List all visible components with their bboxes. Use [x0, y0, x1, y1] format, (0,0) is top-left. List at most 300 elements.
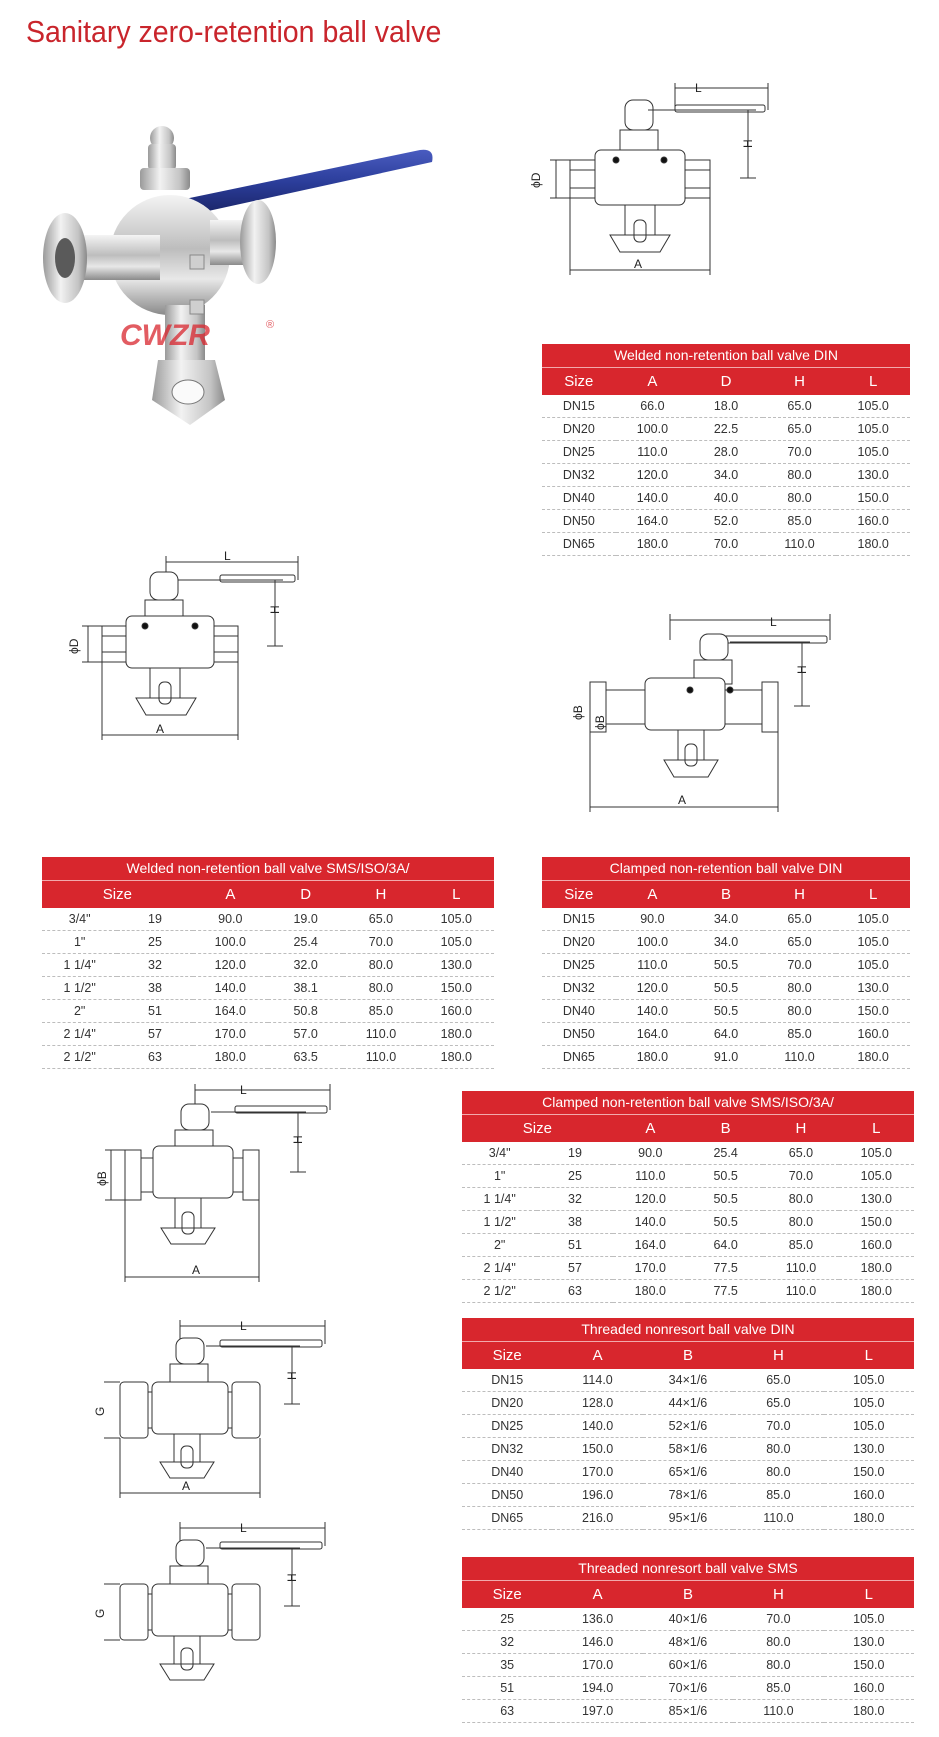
table-row: [462, 1257, 914, 1280]
cell: 63: [462, 1700, 552, 1723]
col-header: L: [836, 881, 910, 909]
cell: 18.0: [689, 395, 763, 418]
cell: DN50: [542, 1023, 616, 1046]
cell: 78×1/6: [643, 1484, 733, 1507]
cell: 80.0: [343, 977, 418, 1000]
cell: 90.0: [613, 1142, 688, 1165]
col-header: L: [839, 1115, 914, 1143]
table-row: [462, 1654, 914, 1677]
cell: 150.0: [824, 1654, 914, 1677]
cell: DN50: [462, 1484, 552, 1507]
table-row: [542, 954, 910, 977]
col-header: B: [643, 1581, 733, 1609]
page-title: Sanitary zero-retention ball valve: [26, 14, 442, 49]
table-row: [42, 1000, 494, 1023]
dim-label-L: L: [224, 549, 231, 563]
col-header: A: [616, 368, 690, 396]
cell: 170.0: [613, 1257, 688, 1280]
cell: 146.0: [552, 1631, 642, 1654]
cell: 65.0: [763, 1142, 838, 1165]
cell: DN65: [542, 1046, 616, 1069]
table-row: [462, 1415, 914, 1438]
cell: DN15: [542, 908, 616, 931]
cell: 170.0: [552, 1654, 642, 1677]
cell: 38: [537, 1211, 612, 1234]
table-caption: Clamped non-retention ball valve DIN: [542, 857, 910, 880]
cell: 40.0: [689, 487, 763, 510]
table-row: [42, 931, 494, 954]
cell: DN20: [542, 418, 616, 441]
cell: 50.5: [688, 1165, 763, 1188]
cell: 2 1/4": [462, 1257, 537, 1280]
col-header: D: [268, 881, 343, 909]
cell: 180.0: [824, 1507, 914, 1530]
col-header: D: [689, 368, 763, 396]
cell: 197.0: [552, 1700, 642, 1723]
cell: 180.0: [616, 1046, 690, 1069]
cell: 80.0: [763, 464, 837, 487]
table-row: [462, 1507, 914, 1530]
table-clamped-sms: [462, 1091, 914, 1303]
cell: 25: [117, 931, 192, 954]
cell: 136.0: [552, 1608, 642, 1631]
cell: 85.0: [763, 510, 837, 533]
cell: 57: [537, 1257, 612, 1280]
table-row: [542, 418, 910, 441]
cell: 52×1/6: [643, 1415, 733, 1438]
cell: 70.0: [689, 533, 763, 556]
cell: 70.0: [763, 441, 837, 464]
drawing-clamped-din-phi: [590, 690, 610, 750]
table-header-row: [542, 368, 910, 396]
table-welded-din: [542, 344, 910, 556]
cell: 150.0: [836, 1000, 910, 1023]
cell: 66.0: [616, 395, 690, 418]
table-threaded-din: [462, 1318, 914, 1530]
table-row: [462, 1211, 914, 1234]
table-row: [462, 1461, 914, 1484]
cell: 34.0: [689, 464, 763, 487]
dim-label-B: ϕB: [593, 715, 607, 730]
cell: 150.0: [824, 1461, 914, 1484]
cell: 65.0: [733, 1369, 823, 1392]
cell: 25.4: [688, 1142, 763, 1165]
cell: 34×1/6: [643, 1369, 733, 1392]
cell: 180.0: [419, 1046, 494, 1069]
ball-valve-photo: [40, 130, 490, 450]
cell: 32: [462, 1631, 552, 1654]
cell: 80.0: [763, 1188, 838, 1211]
col-header: Size: [542, 368, 616, 396]
cell: 110.0: [733, 1700, 823, 1723]
table-welded-sms: [42, 857, 494, 1069]
col-header: Size: [462, 1115, 613, 1143]
cell: 180.0: [839, 1280, 914, 1303]
cell: 130.0: [824, 1631, 914, 1654]
cell: 65.0: [343, 908, 418, 931]
cell: 180.0: [616, 533, 690, 556]
cell: 25.4: [268, 931, 343, 954]
cell: 105.0: [836, 441, 910, 464]
cell: 100.0: [193, 931, 268, 954]
cell: DN15: [462, 1369, 552, 1392]
cell: 150.0: [552, 1438, 642, 1461]
cell: 128.0: [552, 1392, 642, 1415]
dim-label-A: A: [634, 257, 643, 271]
table-row: [462, 1677, 914, 1700]
dim-label-B: ϕB: [95, 1171, 109, 1186]
cell: 2": [462, 1234, 537, 1257]
cell: 63: [537, 1280, 612, 1303]
col-header: A: [193, 881, 268, 909]
table-row: [462, 1484, 914, 1507]
col-header: B: [688, 1115, 763, 1143]
cell: 160.0: [824, 1677, 914, 1700]
table-row: [542, 441, 910, 464]
cell: 180.0: [836, 533, 910, 556]
cell: 105.0: [836, 931, 910, 954]
table-threaded-sms: [462, 1557, 914, 1723]
table-row: [542, 487, 910, 510]
cell: 120.0: [193, 954, 268, 977]
cell: 77.5: [688, 1280, 763, 1303]
cell: 91.0: [689, 1046, 763, 1069]
cell: 70.0: [733, 1608, 823, 1631]
cell: 2 1/2": [42, 1046, 117, 1069]
cell: 140.0: [193, 977, 268, 1000]
col-header: L: [836, 368, 910, 396]
cell: DN20: [462, 1392, 552, 1415]
col-header: A: [613, 1115, 688, 1143]
cell: 105.0: [839, 1142, 914, 1165]
cell: 130.0: [839, 1188, 914, 1211]
cell: 65×1/6: [643, 1461, 733, 1484]
cell: 180.0: [839, 1257, 914, 1280]
table-row: [462, 1234, 914, 1257]
col-header: H: [763, 1115, 838, 1143]
cell: 164.0: [616, 510, 690, 533]
cell: 120.0: [613, 1188, 688, 1211]
cell: 130.0: [824, 1438, 914, 1461]
table-row: [42, 954, 494, 977]
dim-label-L: L: [240, 1083, 247, 1097]
cell: 22.5: [689, 418, 763, 441]
cell: 110.0: [613, 1165, 688, 1188]
cell: 19: [117, 908, 192, 931]
cell: 19.0: [268, 908, 343, 931]
cell: 85×1/6: [643, 1700, 733, 1723]
dim-label-G: G: [93, 1406, 107, 1416]
cell: 105.0: [836, 418, 910, 441]
dim-label-H: H: [268, 605, 282, 614]
cell: 1 1/2": [42, 977, 117, 1000]
cell: DN65: [462, 1507, 552, 1530]
dim-label-H: H: [285, 1371, 299, 1380]
cell: 65.0: [733, 1392, 823, 1415]
drawing-welded-din: [530, 80, 860, 300]
table-row: [42, 1023, 494, 1046]
table-row: [462, 1392, 914, 1415]
col-header: L: [824, 1342, 914, 1370]
dim-label-L: L: [770, 615, 777, 629]
table-row: [462, 1142, 914, 1165]
cell: 48×1/6: [643, 1631, 733, 1654]
cell: 50.5: [688, 1188, 763, 1211]
cell: 105.0: [836, 395, 910, 418]
cell: 70.0: [763, 954, 837, 977]
cell: 32: [537, 1188, 612, 1211]
table-caption: Threaded nonresort ball valve SMS: [462, 1557, 914, 1580]
cell: 3/4": [42, 908, 117, 931]
dim-label-G: G: [93, 1608, 107, 1618]
cell: 110.0: [616, 441, 690, 464]
dim-label-B: ϕB: [571, 705, 585, 720]
cell: 35: [462, 1654, 552, 1677]
cell: 25: [462, 1608, 552, 1631]
table-row: [462, 1188, 914, 1211]
cell: DN50: [542, 510, 616, 533]
table-header-row: [42, 881, 494, 909]
cell: 160.0: [836, 510, 910, 533]
col-header: H: [733, 1342, 823, 1370]
table-row: [542, 510, 910, 533]
col-header: Size: [42, 881, 193, 909]
drawing-welded-sms: [67, 549, 340, 750]
cell: DN32: [542, 977, 616, 1000]
dim-label-H: H: [291, 1135, 305, 1144]
cell: 110.0: [763, 1280, 838, 1303]
cell: 194.0: [552, 1677, 642, 1700]
cell: 34.0: [689, 908, 763, 931]
cell: 105.0: [824, 1608, 914, 1631]
cell: 3/4": [462, 1142, 537, 1165]
cell: 130.0: [419, 954, 494, 977]
cell: 51: [537, 1234, 612, 1257]
cell: 80.0: [733, 1631, 823, 1654]
cell: DN32: [542, 464, 616, 487]
col-header: H: [343, 881, 418, 909]
col-header: Size: [542, 881, 616, 909]
table-caption: Threaded nonresort ball valve DIN: [462, 1318, 914, 1341]
cell: 170.0: [193, 1023, 268, 1046]
dim-label-L: L: [695, 81, 702, 95]
cell: 2 1/4": [42, 1023, 117, 1046]
dim-label-A: A: [156, 722, 165, 736]
cell: 140.0: [613, 1211, 688, 1234]
cell: 110.0: [763, 1257, 838, 1280]
col-header: H: [763, 368, 837, 396]
cell: 2": [42, 1000, 117, 1023]
cell: 150.0: [839, 1211, 914, 1234]
dim-label-D: ϕD: [67, 638, 81, 654]
cell: 64.0: [689, 1023, 763, 1046]
table-row: [462, 1438, 914, 1461]
cell: DN40: [462, 1461, 552, 1484]
brand-logo-mark: ®: [266, 319, 275, 331]
cell: 114.0: [552, 1369, 642, 1392]
cell: 110.0: [343, 1023, 418, 1046]
cell: 105.0: [419, 931, 494, 954]
cell: DN40: [542, 487, 616, 510]
cell: 60×1/6: [643, 1654, 733, 1677]
cell: 80.0: [733, 1461, 823, 1484]
table-row: [542, 931, 910, 954]
table-header-row: [542, 881, 910, 909]
cell: 105.0: [839, 1165, 914, 1188]
cell: 34.0: [689, 931, 763, 954]
cell: 50.5: [688, 1211, 763, 1234]
cell: 105.0: [836, 908, 910, 931]
table-clamped-din: [542, 857, 910, 1069]
table-row: [42, 1046, 494, 1069]
table-caption: Welded non-retention ball valve SMS/ISO/3A/: [42, 857, 494, 880]
cell: 140.0: [616, 487, 690, 510]
cell: 180.0: [193, 1046, 268, 1069]
cell: DN25: [462, 1415, 552, 1438]
col-header: B: [689, 881, 763, 909]
col-header: A: [616, 881, 690, 909]
table-row: [542, 533, 910, 556]
cell: 80.0: [763, 1211, 838, 1234]
cell: 57.0: [268, 1023, 343, 1046]
cell: 1": [462, 1165, 537, 1188]
cell: 110.0: [343, 1046, 418, 1069]
cell: 28.0: [689, 441, 763, 464]
cell: 160.0: [836, 1023, 910, 1046]
cell: DN20: [542, 931, 616, 954]
cell: 180.0: [613, 1280, 688, 1303]
cell: 110.0: [763, 533, 837, 556]
col-header: L: [824, 1581, 914, 1609]
cell: 105.0: [824, 1392, 914, 1415]
table-row: [462, 1631, 914, 1654]
col-header: A: [552, 1581, 642, 1609]
drawing-clamped-sms: [95, 1082, 345, 1292]
cell: 140.0: [552, 1415, 642, 1438]
cell: DN40: [542, 1000, 616, 1023]
cell: DN32: [462, 1438, 552, 1461]
cell: 150.0: [419, 977, 494, 1000]
cell: 164.0: [193, 1000, 268, 1023]
cell: 105.0: [824, 1369, 914, 1392]
cell: 110.0: [616, 954, 690, 977]
cell: 19: [537, 1142, 612, 1165]
col-header: Size: [462, 1581, 552, 1609]
drawing-threaded-sms: [93, 1520, 340, 1720]
table-row: [542, 1000, 910, 1023]
cell: 2 1/2": [462, 1280, 537, 1303]
dim-label-H: H: [741, 139, 755, 148]
cell: 38.1: [268, 977, 343, 1000]
cell: 70.0: [763, 1165, 838, 1188]
table-header-row: [462, 1115, 914, 1143]
cell: 95×1/6: [643, 1507, 733, 1530]
table-row: [542, 464, 910, 487]
cell: 120.0: [616, 464, 690, 487]
table-row: [542, 1023, 910, 1046]
cell: 180.0: [419, 1023, 494, 1046]
table-row: [462, 1369, 914, 1392]
cell: 110.0: [763, 1046, 837, 1069]
cell: 160.0: [824, 1484, 914, 1507]
cell: 70×1/6: [643, 1677, 733, 1700]
cell: 90.0: [193, 908, 268, 931]
cell: 100.0: [616, 931, 690, 954]
col-header: L: [419, 881, 494, 909]
table-row: [542, 908, 910, 931]
cell: 105.0: [824, 1415, 914, 1438]
dim-label-L: L: [240, 1319, 247, 1333]
table-row: [42, 977, 494, 1000]
cell: 77.5: [688, 1257, 763, 1280]
cell: 63.5: [268, 1046, 343, 1069]
cell: 32.0: [268, 954, 343, 977]
table-row: [462, 1280, 914, 1303]
cell: 51: [117, 1000, 192, 1023]
cell: DN65: [542, 533, 616, 556]
cell: 85.0: [763, 1023, 837, 1046]
cell: 85.0: [733, 1677, 823, 1700]
cell: 105.0: [419, 908, 494, 931]
cell: 57: [117, 1023, 192, 1046]
cell: 44×1/6: [643, 1392, 733, 1415]
table-row: [542, 395, 910, 418]
cell: 38: [117, 977, 192, 1000]
col-header: Size: [462, 1342, 552, 1370]
cell: 70.0: [733, 1415, 823, 1438]
cell: 100.0: [616, 418, 690, 441]
cell: 164.0: [616, 1023, 690, 1046]
cell: 25: [537, 1165, 612, 1188]
cell: 180.0: [824, 1700, 914, 1723]
cell: 64.0: [688, 1234, 763, 1257]
cell: 150.0: [836, 487, 910, 510]
dim-label-A: A: [678, 793, 687, 807]
cell: 105.0: [836, 954, 910, 977]
cell: 196.0: [552, 1484, 642, 1507]
dim-label-A: A: [182, 1479, 191, 1493]
cell: 63: [117, 1046, 192, 1069]
col-header: H: [763, 881, 837, 909]
table-row: [462, 1700, 914, 1723]
cell: 130.0: [836, 977, 910, 1000]
cell: 65.0: [763, 418, 837, 441]
cell: 1 1/4": [42, 954, 117, 977]
dim-label-A: A: [192, 1263, 201, 1277]
cell: 85.0: [763, 1234, 838, 1257]
dim-label-H: H: [285, 1573, 299, 1582]
cell: 58×1/6: [643, 1438, 733, 1461]
table-row: [462, 1608, 914, 1631]
cell: DN25: [542, 441, 616, 464]
cell: 130.0: [836, 464, 910, 487]
cell: 140.0: [616, 1000, 690, 1023]
col-header: B: [643, 1342, 733, 1370]
cell: 80.0: [763, 1000, 837, 1023]
cell: 1 1/2": [462, 1211, 537, 1234]
cell: 80.0: [763, 977, 837, 1000]
cell: 120.0: [616, 977, 690, 1000]
table-header-row: [462, 1342, 914, 1370]
col-header: H: [733, 1581, 823, 1609]
table-caption: Welded non-retention ball valve DIN: [542, 344, 910, 367]
cell: 80.0: [733, 1438, 823, 1461]
cell: 50.5: [689, 954, 763, 977]
cell: 80.0: [763, 487, 837, 510]
drawing-threaded-din: [93, 1318, 340, 1518]
table-row: [42, 908, 494, 931]
cell: 1": [42, 931, 117, 954]
